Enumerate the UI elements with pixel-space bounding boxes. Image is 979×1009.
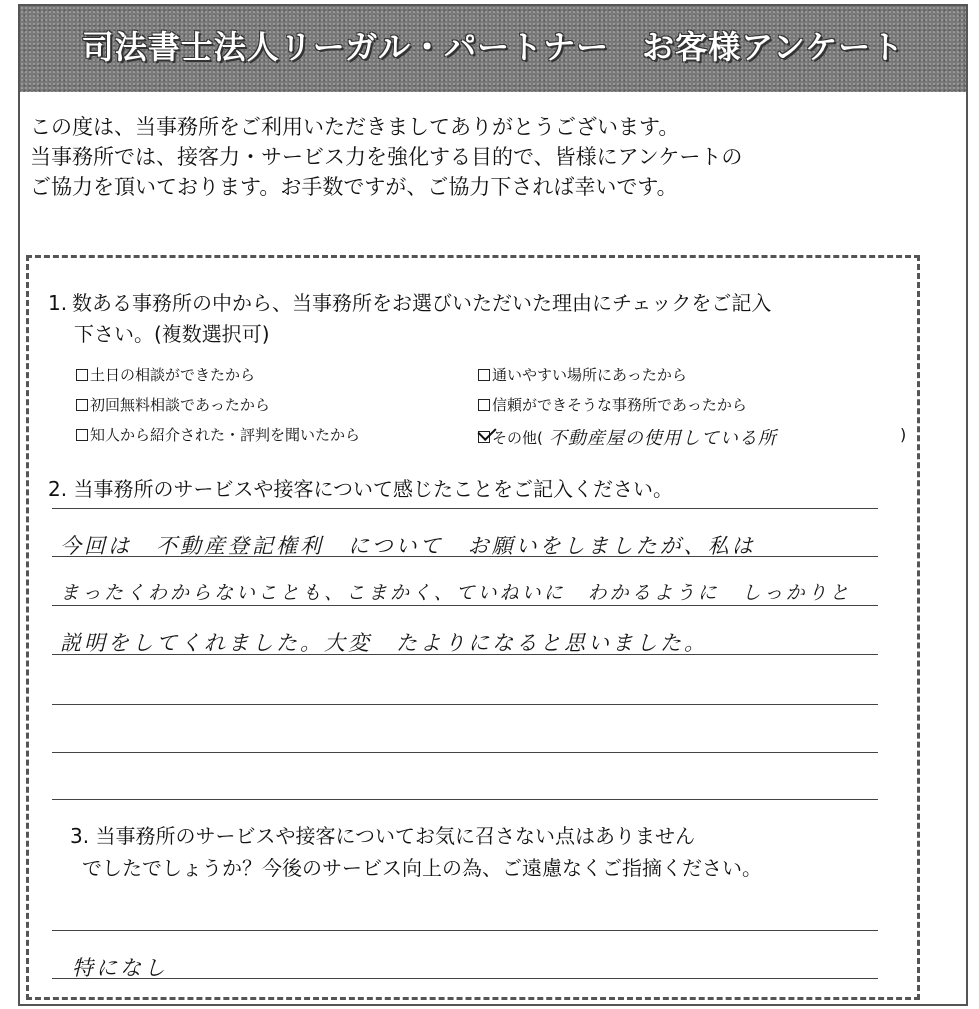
answer-rule bbox=[52, 654, 878, 655]
question-2-number: 2. bbox=[48, 477, 68, 501]
answer-rule bbox=[52, 752, 878, 753]
checkbox-icon[interactable] bbox=[76, 369, 88, 381]
other-handwritten-answer[interactable]: 不動産屋の使用している所 bbox=[548, 428, 777, 449]
option-label: 信頼ができそうな事務所であったから bbox=[492, 396, 747, 414]
option-referral[interactable] bbox=[76, 424, 360, 445]
option-accessible-location[interactable] bbox=[478, 364, 687, 385]
handwritten-answer-line-3[interactable]: 説明をしてくれました。大変 たよりになると思いました。 bbox=[60, 631, 708, 655]
handwritten-answer-line-1[interactable]: 今回は 不動産登記権利 について お願いをしましたが、私は bbox=[60, 534, 756, 558]
question-3-text-line-2: でしたでしょうか？今後のサービス向上の為、ご遠慮なくご指摘ください。 bbox=[82, 856, 762, 880]
question-2-text: 当事務所のサービスや接客について感じたことをご記入ください。 bbox=[73, 477, 674, 501]
intro-line-3: ご協力を頂いております。お手数ですが、ご協力下されば幸いです。 bbox=[30, 175, 678, 199]
checkbox-icon[interactable] bbox=[76, 399, 88, 411]
option-weekend[interactable] bbox=[76, 364, 255, 385]
answer-rule bbox=[52, 930, 878, 931]
answer-rule bbox=[52, 605, 878, 606]
intro-text bbox=[30, 112, 930, 202]
question-1-text-line-1: 数ある事務所の中から、当事務所をお選びいただいた理由にチェックをご記入 bbox=[72, 291, 772, 315]
option-label: 知人から紹介された・評判を聞いたから bbox=[90, 426, 361, 444]
question-3 bbox=[70, 820, 762, 884]
question-3-text-line-1: 当事務所のサービスや接客についてお気に召さない点はありません bbox=[95, 824, 696, 848]
header-banner bbox=[20, 6, 966, 92]
option-label: 通いやすい場所にあったから bbox=[492, 366, 687, 384]
other-close-paren: ) bbox=[900, 425, 907, 444]
checkbox-icon[interactable] bbox=[478, 369, 490, 381]
question-3-number: 3. bbox=[70, 824, 90, 848]
answer-rule bbox=[52, 978, 878, 979]
option-free-consultation[interactable] bbox=[76, 394, 270, 415]
option-label: 土日の相談ができたから bbox=[90, 366, 256, 384]
question-1-number: 1. bbox=[48, 291, 68, 315]
option-label: 初回無料相談であったから bbox=[90, 396, 270, 414]
option-label: その他( bbox=[492, 428, 543, 447]
checkbox-icon[interactable] bbox=[76, 429, 88, 441]
intro-line-1: この度は、当事務所をご利用いただきましてありがとうございます。 bbox=[30, 115, 680, 139]
option-trustworthy[interactable] bbox=[478, 394, 747, 415]
question-1 bbox=[48, 288, 928, 350]
answer-rule bbox=[52, 556, 878, 557]
checkbox-icon[interactable] bbox=[478, 399, 490, 411]
answer-rule bbox=[52, 508, 878, 509]
question-2 bbox=[48, 473, 673, 502]
answer-rule bbox=[52, 704, 878, 705]
survey-title: 司法書士法人リーガル・パートナー お客様アンケート bbox=[81, 28, 905, 66]
handwritten-answer-line-2[interactable]: まったくわからないことも、こまかく、ていねいに わかるように しっかりと bbox=[60, 582, 852, 604]
answer-rule bbox=[52, 799, 878, 800]
intro-line-2: 当事務所では、接客力・サービス力を強化する目的で、皆様にアンケートの bbox=[30, 145, 743, 169]
question-1-text-line-2: 下さい。(複数選択可) bbox=[74, 322, 270, 346]
handwritten-answer-q3[interactable]: 特になし bbox=[72, 956, 168, 980]
option-other[interactable] bbox=[478, 424, 777, 450]
checked-checkbox-icon[interactable] bbox=[478, 431, 490, 443]
